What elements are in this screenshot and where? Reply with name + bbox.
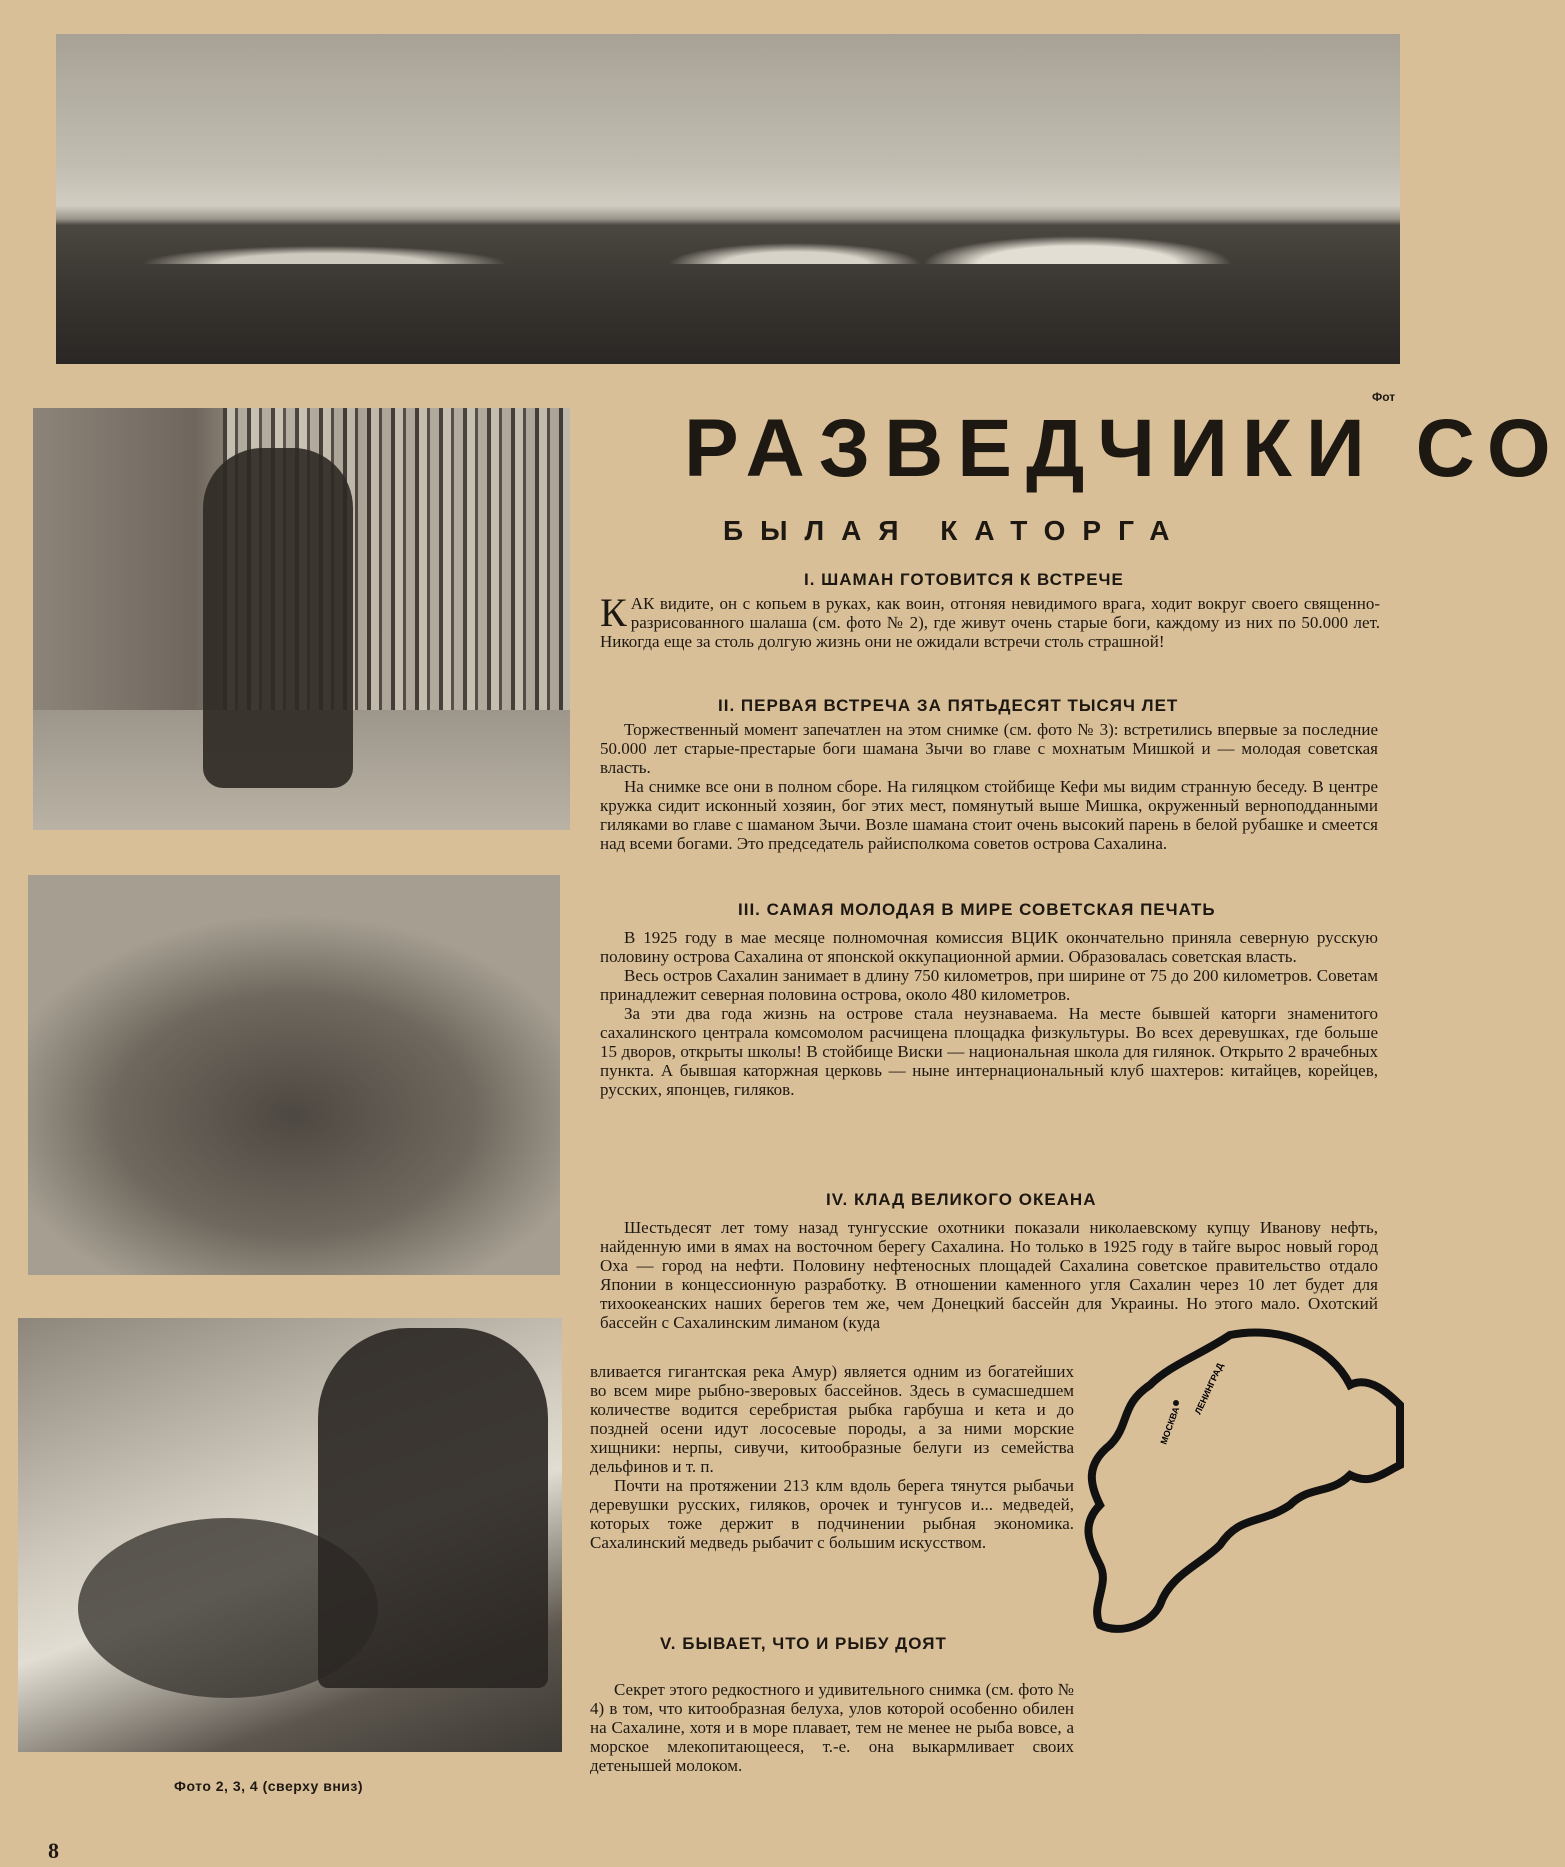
- section-5-heading: V. БЫВАЕТ, ЧТО И РЫБУ ДОЯТ: [660, 1634, 947, 1653]
- photo-sea-panorama: [56, 34, 1400, 364]
- section-1-paragraph-1: АК видите, он с копьем в руках, как воин, отгоняя невидимого врага, ходит вокруг своего священно-разрисованного шалаша (см. фото № 2), где живут очень старые боги, каждому из них по 50.000 лет. Никогда еще за столь долгую жизнь они не ожидали встречи столь страшной!: [600, 594, 1380, 651]
- section-3-heading: III. САМАЯ МОЛОДАЯ В МИРЕ СОВЕТСКАЯ ПЕЧАТЬ: [738, 900, 1216, 919]
- map-label-moscow: МОСКВА: [1158, 1405, 1182, 1446]
- photo-man: [318, 1328, 548, 1688]
- photo-group-meeting: [28, 875, 560, 1275]
- section-1-text: [600, 590, 1380, 651]
- map-label-leningrad: ЛЕНИНГРАД: [1192, 1361, 1226, 1416]
- section-2-paragraph-2: На снимке все они в полном сборе. На гиляцком стойбище Кефи мы видим странную беседу. В центре кружка сидит исконный хозяин, бог этих мест, помянутый выше Мишка, окруженный верноподданными гиляками во главе с шаманом Зычи. Возле шамана стоит очень высокий парень в белой рубашке и смеется над всеми богами. Это председатель райисполкома советов острова Сахалина.: [600, 777, 1378, 853]
- section-3-paragraph-1: В 1925 году в мае месяце полномочная комиссия ВЦИК окончательно приняла северную русскую половину острова Сахалина от японской оккупационной армии. Образовалась советская власть.: [600, 928, 1378, 966]
- photo-shaman-figure: [203, 448, 353, 788]
- section-5-paragraph-1: Секрет этого редкостного и удивительного снимка (см. фото № 4) в том, что китообразная белуха, улов которой особенно обилен на Сахалине, хотя и в море плавает, тем не менее не рыба вовсе, а морское млекопитающееся, т.-е. она выкармливает своих детенышей молоком.: [590, 1680, 1074, 1775]
- photo-mountains: [56, 184, 1400, 264]
- map-outline: [1088, 1332, 1400, 1628]
- dropcap: К: [600, 590, 627, 635]
- section-4-paragraph-1: Шестьдесят лет тому назад тунгусские охотники показали николаевскому купцу Иванову нефть, найденную ими в ямах на восточном берегу Сахалина. Но только в 1925 году в тайге вырос новый город Оха — город на нефти. Половину нефтеносных площадей Сахалина советское правительство отдало Японии в концессионную разработку. В отношении каменного угля Сахалин через 10 лет будет для тихоокеанских наших берегов тем же, чем Донецкий бассейн для Украины. Но этого мало. Охотский бассейн с Сахалинским лиманом (куда: [600, 1218, 1378, 1332]
- section-4-heading: IV. КЛАД ВЕЛИКОГО ОКЕАНА: [826, 1190, 1097, 1209]
- photo-beluga-milking: [18, 1318, 562, 1752]
- section-4-paragraph-3: Почти на протяжении 213 клм вдоль берега тянутся рыбачьи деревушки русских, гиляков, орочек и тунгусов и... медведей, которых тоже держит в подчинении рыбная экономика. Сахалинский медведь рыбачит с большим искусством.: [590, 1476, 1074, 1552]
- article-subtitle: БЫЛАЯ КАТОРГА: [723, 515, 1187, 546]
- photo-shaman: [33, 408, 570, 830]
- side-mark: Фот: [1372, 390, 1396, 404]
- section-4-paragraph-2: вливается гигантская река Амур) является одним из богатейших во всем мире рыбно-зверовых бассейнов. Здесь в сумасшедшем количестве водится серебристая рыбка гарбуша и кета и до поздней осени идут лососевые породы, а за ними морские хищники: нерпы, сивучи, китообразные белуги из семейства дельфинов и т. п.: [590, 1362, 1074, 1476]
- map-ussr-outline: [1080, 1325, 1400, 1645]
- section-3-paragraph-3: За эти два года жизнь на острове стала неузнаваема. На месте бывшей каторги знаменитого сахалинского централа комсомолом расчищена площадка физкультуры. Во всех деревушках, где больше 15 дворов, открыты школы! В стойбище Виски — национальная школа для гилянок. Открыто 2 врачебных пункта. А бывшая каторжная церковь — ныне интернациональный клуб шахтеров: китайцев, корейцев, русских, японцев, гиляков.: [600, 1004, 1378, 1099]
- section-2-paragraph-1: Торжественный момент запечатлен на этом снимке (см. фото № 3): встретились впервые за последние 50.000 лет старые-престарые боги шамана Зычи во главе с мохнатым Мишкой и — молодая советская власть.: [600, 720, 1378, 777]
- section-2-text: [600, 720, 1378, 853]
- map-city-dot: [1173, 1400, 1179, 1406]
- page-number: 8: [48, 1838, 59, 1863]
- section-4-text-wide: [600, 1218, 1378, 1332]
- section-3-text: [600, 928, 1378, 1099]
- section-3-paragraph-2: Весь остров Сахалин занимает в длину 750 километров, при ширине от 75 до 200 километров. Советам принадлежит северная половина острова, около 480 километров.: [600, 966, 1378, 1004]
- article-title: РАЗВЕДЧИКИ СО: [684, 403, 1565, 494]
- section-1-heading: I. ШАМАН ГОТОВИТСЯ К ВСТРЕЧЕ: [804, 570, 1124, 589]
- section-5-text: [590, 1680, 1074, 1775]
- section-4-text-narrow: [590, 1362, 1074, 1552]
- section-2-heading: II. ПЕРВАЯ ВСТРЕЧА ЗА ПЯТЬДЕСЯТ ТЫСЯЧ ЛЕТ: [718, 696, 1179, 715]
- photo-caption: Фото 2, 3, 4 (сверху вниз): [174, 1778, 364, 1794]
